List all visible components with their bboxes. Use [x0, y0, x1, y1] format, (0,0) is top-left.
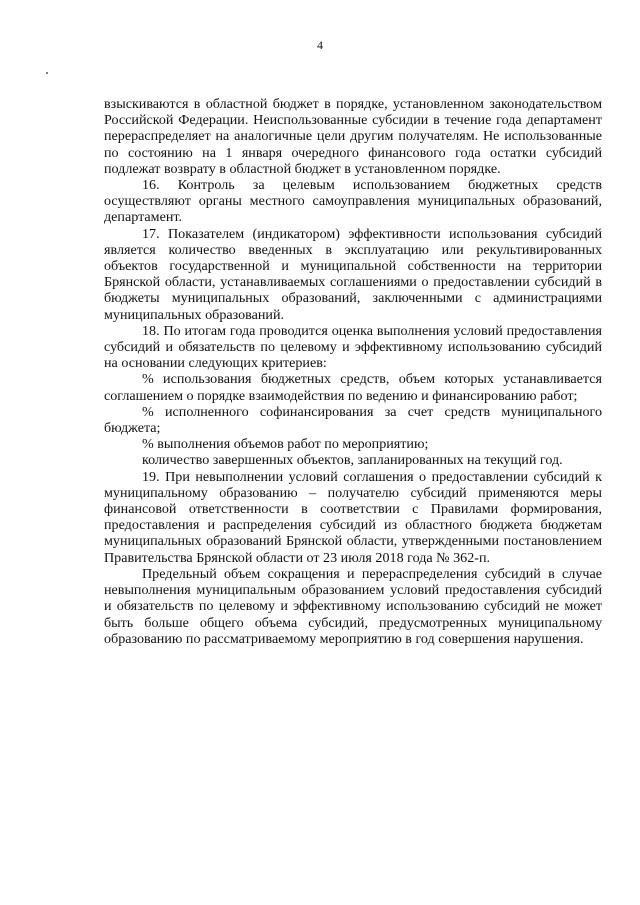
page-number: 4 [317, 38, 323, 52]
paragraph-max-reduction: Предельный объем сокращения и перераспределения субсидий в случае невыполнения муниципальным образованием условий предоставления субсидий и обязательств по целевому и эффективному использованию субсидий не может быть больше общего объема субсидий, предусмотренных муниципальному образованию по рассматриваемому мероприятию в год совершения нарушения. [104, 565, 602, 647]
paragraph-continuation: взыскиваются в областной бюджет в порядке, установленном законодательством Российской Федерации. Неиспользованные субсидии в течение года департамент перераспределяет на аналогичные цели другим получателям. Не использованные по состоянию на 1 января очередного финансового года остатки субсидий подлежат возврату в областной бюджет в установленном порядке. [104, 96, 602, 177]
paragraph-17: 17. Показателем (индикатором) эффективности использования субсидий является количество введенных в эксплуатацию или рекультивированных объектов государственной и муниципальной собственности на территории Брянской области, устанавливаемых соглашениями о предоставлении субсидий в бюджеты муниципальных образований, заключенными с администрациями муниципальных образований. [104, 225, 602, 323]
paragraph-19: 19. При невыполнении условий соглашения о предоставлении субсидий к муниципальному образованию – получателю субсидий применяются меры финансовой ответственности в соответствии с Правилами формирования, предоставления и распределения субсидий из областного бюджета бюджетам муниципальных образований Брянской области, утвержденными постановлением Правительства Брянской области от 23 июля 2018 года № 362-п. [104, 468, 602, 566]
paragraph-18: 18. По итогам года проводится оценка выполнения условий предоставления субсидий и обязательств по целевому и эффективному использованию субсидий на основании следующих критериев: [104, 322, 602, 372]
scan-speck [46, 72, 48, 74]
criterion-cofinancing: % исполненного софинансирования за счет средств муниципального бюджета; [104, 403, 602, 437]
document-body [104, 96, 602, 647]
criterion-work-volume: % выполнения объемов работ по мероприятию; [142, 436, 429, 453]
criterion-completed-objects: количество завершенных объектов, запланированных на текущий год. [142, 452, 563, 469]
paragraph-16: 16. Контроль за целевым использованием бюджетных средств осуществляют органы местного самоуправления муниципальных образований, департамент. [104, 177, 602, 226]
criterion-budget-usage: % использования бюджетных средств, объем которых устанавливается соглашением о порядке взаимодействия по ведению и финансированию работ; [104, 371, 602, 404]
